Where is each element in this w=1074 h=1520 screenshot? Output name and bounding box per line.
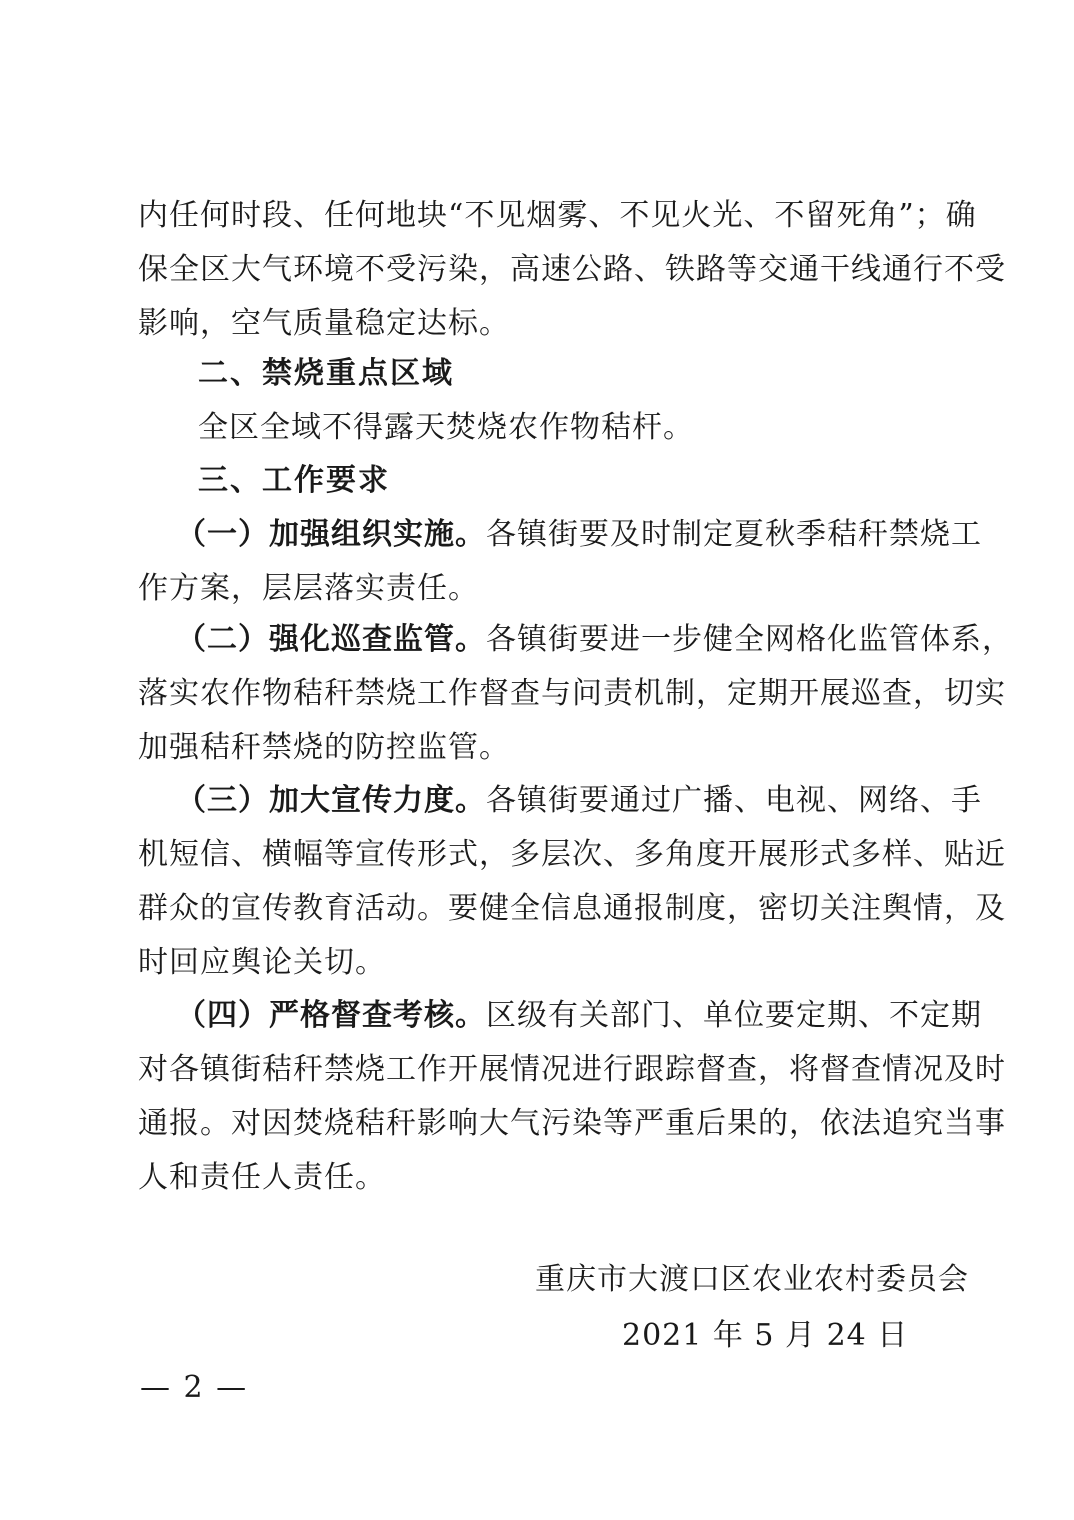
- body-text-line: 机短信、横幅等宣传形式，多层次、多角度开展形式多样、贴近: [138, 837, 1006, 872]
- item-first-line: [176, 622, 1013, 658]
- body-text-line: 内任何时段、任何地块“不见烟雾、不见火光、不留死角”；确: [138, 198, 977, 233]
- body-text-line: 保全区大气环境不受污染，高速公路、铁路等交通干线通行不受: [138, 252, 1006, 287]
- page-number: — 2 —: [140, 1370, 249, 1405]
- signature-date: 2021 年 5 月 24 日: [622, 1318, 909, 1353]
- body-text-line: 加强秸秆禁烧的防控监管。: [138, 730, 510, 765]
- item-first-line: [176, 998, 982, 1034]
- item-lead: （三）加大宣传力度。: [176, 783, 486, 818]
- section-heading: 三、工作要求: [198, 463, 390, 498]
- body-text-line: 对各镇街秸秆禁烧工作开展情况进行跟踪督查，将督查情况及时: [138, 1052, 1006, 1087]
- item-lead: （二）强化巡查监管。: [176, 622, 486, 657]
- section-heading: 二、禁烧重点区域: [198, 356, 454, 391]
- item-first-line: [176, 783, 982, 819]
- item-lead: （四）严格督查考核。: [176, 998, 486, 1033]
- body-text-line: 群众的宣传教育活动。要健全信息通报制度，密切关注舆情，及: [138, 891, 1006, 926]
- body-text-line: 落实农作物秸秆禁烧工作督查与问责机制，定期开展巡查，切实: [138, 676, 1006, 711]
- body-text-line: 时回应舆论关切。: [138, 945, 386, 980]
- body-text-line: 作方案，层层落实责任。: [138, 571, 479, 606]
- signature-organization: 重庆市大渡口区农业农村委员会: [535, 1262, 969, 1297]
- item-text: 各镇街要进一步健全网格化监管体系，: [486, 622, 1013, 657]
- body-text-line: 影响，空气质量稳定达标。: [138, 306, 510, 341]
- item-lead: （一）加强组织实施。: [176, 517, 486, 552]
- item-text: 区级有关部门、单位要定期、不定期: [486, 998, 982, 1033]
- item-text: 各镇街要通过广播、电视、网络、手: [486, 783, 982, 818]
- body-text-line: 人和责任人责任。: [138, 1160, 386, 1195]
- body-text-line: 全区全域不得露天焚烧农作物秸杆。: [198, 410, 694, 445]
- item-first-line: [176, 517, 982, 553]
- item-text: 各镇街要及时制定夏秋季秸秆禁烧工: [486, 517, 982, 552]
- body-text-line: 通报。对因焚烧秸秆影响大气污染等严重后果的，依法追究当事: [138, 1106, 1006, 1141]
